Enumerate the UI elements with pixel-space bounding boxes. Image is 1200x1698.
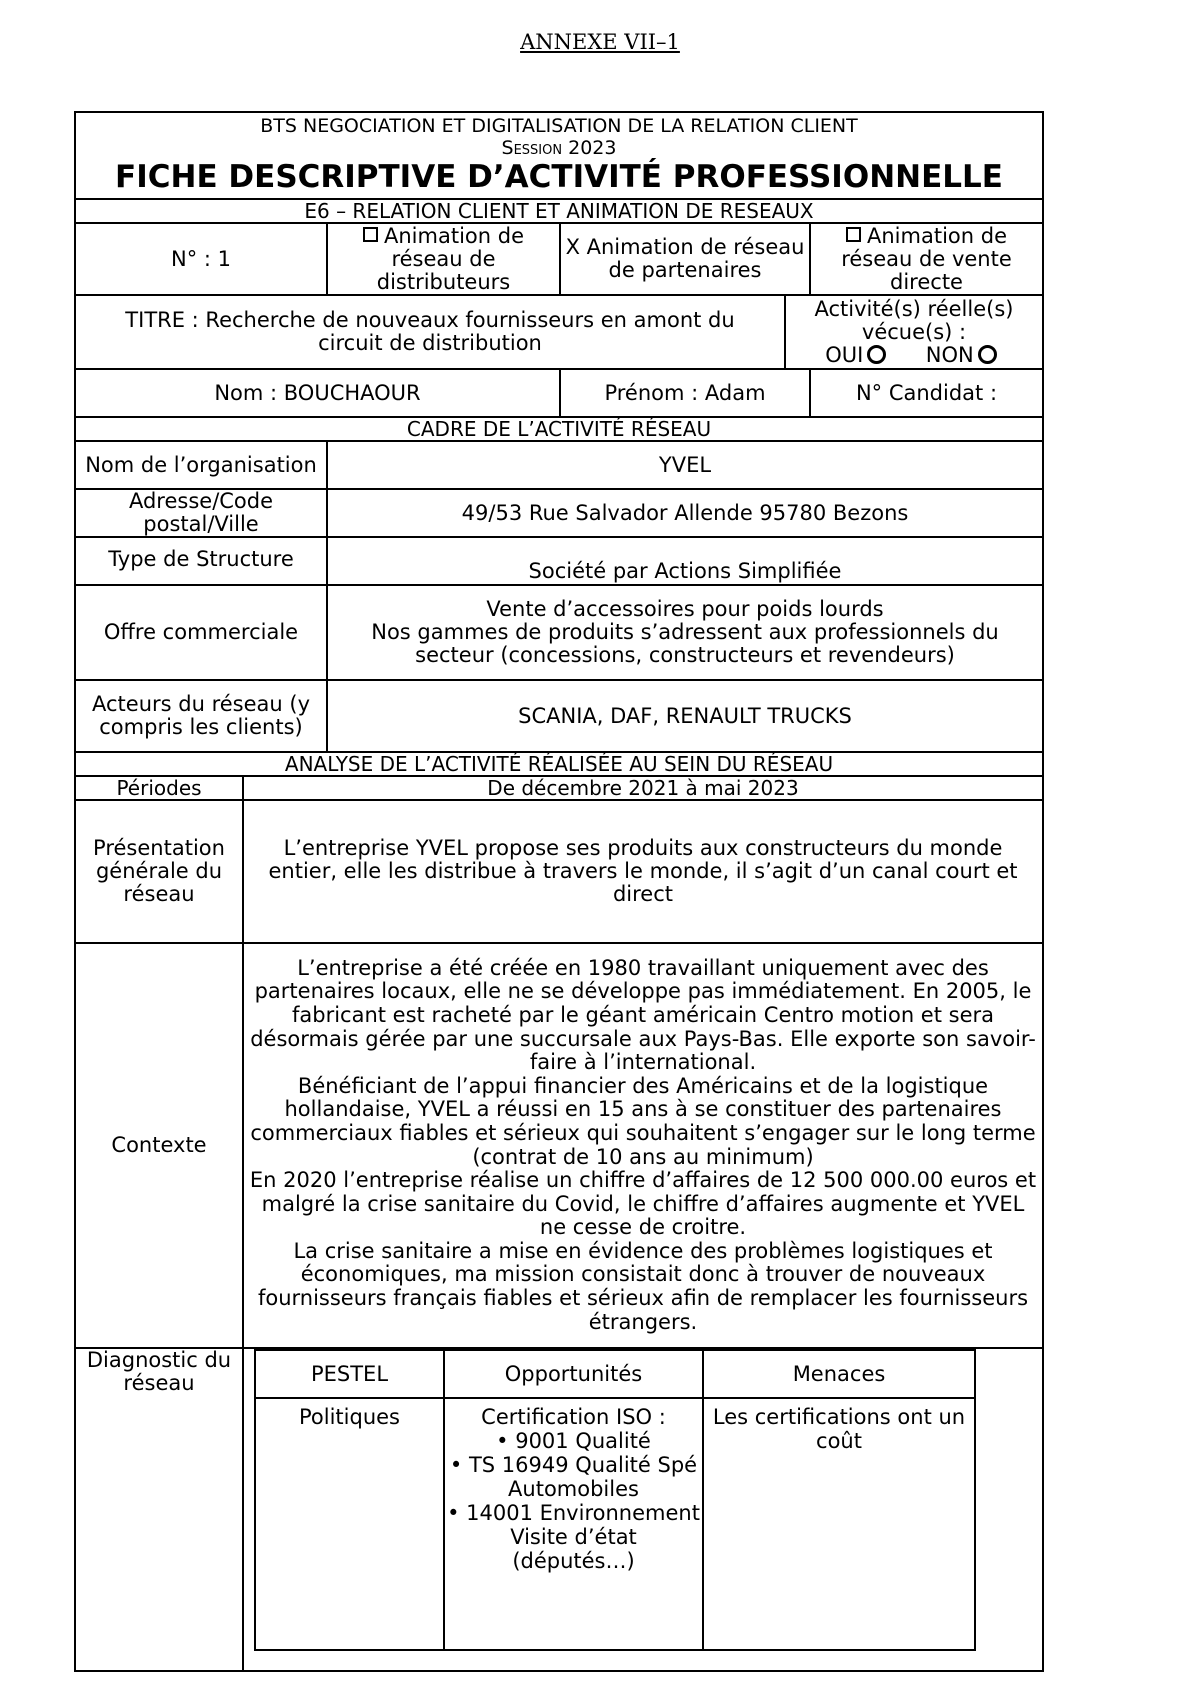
offer-line-2: Nos gammes de produits s’adressent aux professionnels du secteur (concessions, constructeurs et revendeurs) [371, 620, 999, 667]
option-partenaires[interactable] [560, 223, 810, 295]
pestel-table [254, 1349, 976, 1651]
option-vente-directe[interactable] [810, 223, 1043, 295]
activity-real-label: Activité(s) réelle(s) vécue(s) : [814, 296, 1014, 344]
sheet-number: N° : 1 [75, 223, 327, 295]
address-value: 49/53 Rue Salvador Allende 95780 Bezons [327, 489, 1043, 537]
activity-real-cell [785, 295, 1043, 369]
candidate-firstname: Prénom : Adam [560, 369, 810, 417]
option-vente-directe-label: Animation de réseau de vente directe [841, 223, 1012, 294]
non-label: NON [925, 342, 974, 367]
presentation-value: L’entreprise YVEL propose ses produits aux constructeurs du monde entier, elle les distribue à travers le monde, il s’agit d’un canal court et direct [243, 800, 1043, 943]
pestel-header: PESTEL [255, 1350, 444, 1398]
structure-label: Type de Structure [75, 537, 327, 585]
periods-value: De décembre 2021 à mai 2023 [243, 776, 1043, 800]
actors-value: SCANIA, DAF, RENAULT TRUCKS [327, 680, 1043, 752]
checkbox-icon [363, 227, 378, 242]
context-paragraph: Bénéficiant de l’appui financier des Américains et de la logistique hollandaise, YVEL a réussi en 15 ans à se constituer des partenaires commerciaux fiables et sérieux qui souhaitent s’engager sur le long terme (contrat de 10 ans au minimum) [250, 1073, 1036, 1169]
diagnostic-label: Diagnostic du réseau [75, 1348, 243, 1671]
option-distributeurs-label: Animation de réseau de distributeurs [376, 223, 524, 294]
context-cell [243, 943, 1043, 1348]
iso-title: Certification ISO : [481, 1405, 666, 1429]
org-label: Nom de l’organisation [75, 441, 327, 489]
analyse-table [74, 751, 1044, 1672]
diagnostic-cell [243, 1348, 1043, 1671]
offer-line-1: Vente d’accessoires pour poids lourds [486, 597, 884, 621]
title-table [74, 294, 1044, 370]
iso-list [447, 1429, 700, 1525]
oui-radio-icon[interactable] [867, 345, 886, 364]
context-paragraph: En 2020 l’entreprise réalise un chiffre d’affaires de 12 500 000.00 euros et malgré la crise sanitaire du Covid, le chiffre d’affaires augmente et YVEL ne cesse de croitre. [249, 1168, 1037, 1240]
option-partenaires-label: X Animation de réseau de partenaires [565, 235, 805, 282]
header-table [74, 111, 1044, 200]
options-table [74, 222, 1044, 296]
analyse-heading: ANALYSE DE L’ACTIVITÉ RÉALISÉE AU SEIN DU RÉSEAU [75, 752, 1043, 776]
list-item: • 14001 Environnement [447, 1501, 700, 1525]
option-distributeurs[interactable] [327, 223, 560, 295]
session-label: Session 2023 [501, 137, 617, 159]
epreuve-table [74, 198, 1044, 224]
activity-real-choices [788, 344, 1040, 367]
candidate-table [74, 368, 1044, 418]
non-radio-icon[interactable] [978, 345, 997, 364]
sheet-title: FICHE DESCRIPTIVE D’ACTIVITÉ PROFESSIONNELLE [115, 159, 1003, 195]
opportunities-cell [444, 1398, 703, 1650]
oui-label: OUI [825, 342, 864, 367]
activity-sheet [74, 111, 1044, 1672]
context-label: Contexte [75, 943, 243, 1348]
threats-cell: Les certifications ont un coût [703, 1398, 975, 1650]
offer-label: Offre commerciale [75, 585, 327, 680]
list-item: • TS 16949 Qualité Spé Automobiles [447, 1453, 700, 1501]
org-value: YVEL [327, 441, 1043, 489]
cadre-table [74, 416, 1044, 753]
candidate-number: N° Candidat : [810, 369, 1043, 417]
state-visit: Visite d’état (députés…) [510, 1525, 637, 1573]
periods-label: Périodes [75, 776, 243, 800]
list-item: • 9001 Qualité [447, 1429, 700, 1453]
activity-title: TITRE : Recherche de nouveaux fournisseurs en amont du circuit de distribution [75, 295, 785, 369]
header-cell [75, 112, 1043, 199]
context-paragraph: L’entreprise a été créée en 1980 travaillant uniquement avec des partenaires locaux, elle ne se développe pas immédiatement. En 2005, le fabricant est racheté par le géant américain Centro motion et sera désormais gérée par une succursale aux Pays-Bas. Elle exporte son savoir-faire à l’international. [250, 955, 1036, 1075]
structure-value: Société par Actions Simplifiée [327, 537, 1043, 585]
actors-label: Acteurs du réseau (y compris les clients) [75, 680, 327, 752]
threats-header: Menaces [703, 1350, 975, 1398]
annexe-title: ANNEXE VII–1 [520, 30, 680, 54]
offer-cell [327, 585, 1043, 680]
cadre-heading: CADRE DE L’ACTIVITÉ RÉSEAU [75, 417, 1043, 441]
context-paragraph: La crise sanitaire a mise en évidence des problèmes logistiques et économiques, ma mission consistait donc à trouver de nouveaux fournisseurs français fiables et sérieux afin de remplacer les fournisseurs étrangers. [257, 1238, 1029, 1334]
presentation-label: Présentation générale du réseau [75, 800, 243, 943]
pestel-row-label: Politiques [255, 1398, 444, 1650]
checkbox-icon [846, 227, 861, 242]
candidate-name: Nom : BOUCHAOUR [75, 369, 560, 417]
address-label: Adresse/Code postal/Ville [75, 489, 327, 537]
epreuve-heading: E6 – RELATION CLIENT ET ANIMATION DE RESEAUX [75, 199, 1043, 223]
opportunities-header: Opportunités [444, 1350, 703, 1398]
bts-title: BTS NEGOCIATION ET DIGITALISATION DE LA RELATION CLIENT [260, 115, 858, 137]
